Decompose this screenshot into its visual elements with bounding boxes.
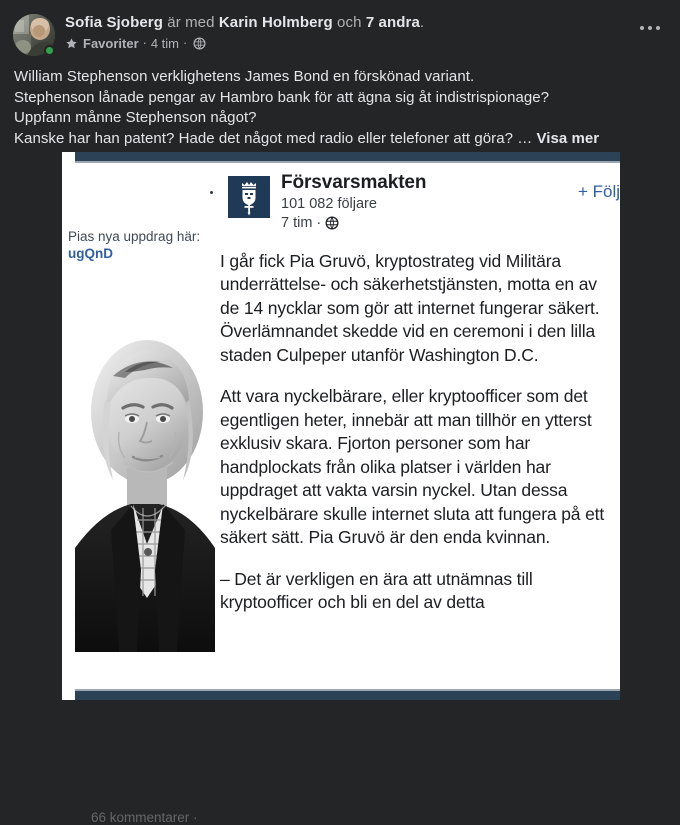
inner-paragraph-3: – Det är verkligen en ära att utnämnas till kryptoofficer och bli en del av detta bbox=[220, 568, 533, 613]
inner-paragraph-2: Att vara nyckelbärare, eller kryptoofficer som det egentligen heter, innebär att man tillhör en ytterst exklusiv skara. Fjorton personer som har handplockats från olika platser i världen har uppdraget att vakta varsin nyckel. Utan dessa nyckelbärare skulle internet sluta att fungera på ett säkert sätt. Pia Gruvö är den enda kvinnan. bbox=[220, 386, 605, 548]
more-dot-1 bbox=[640, 26, 644, 30]
author-name[interactable]: Sofia Sjoberg bbox=[65, 14, 163, 31]
portrait-photo-graphic bbox=[75, 280, 215, 652]
globe-icon[interactable] bbox=[325, 216, 339, 230]
see-more-link[interactable]: Visa mer bbox=[536, 129, 600, 147]
inner-post-meta bbox=[281, 215, 426, 232]
post-header-text bbox=[65, 13, 424, 52]
inner-shared-post bbox=[210, 172, 620, 615]
screenshot-top-navy-bar bbox=[75, 152, 620, 161]
post-meta-row bbox=[65, 36, 424, 52]
inner-paragraph-1: I går fick Pia Gruvö, kryptostrateg vid Militära underrättelse- och säkerhetstjänsten, motta en av de 14 nycklar som gör att internet fungerar säkert. Överlämnandet skedde vid en ceremoni i den lilla staden Culpeper utanför Washington D.C. bbox=[220, 250, 600, 365]
inner-post-header bbox=[210, 172, 620, 232]
post-body bbox=[0, 62, 680, 149]
with-label: är med bbox=[167, 14, 215, 31]
avatar-wrapper[interactable] bbox=[13, 14, 55, 56]
follow-button[interactable]: + Följ bbox=[577, 182, 620, 201]
more-dot-2 bbox=[648, 26, 652, 30]
globe-icon[interactable] bbox=[193, 37, 206, 50]
meta-separator-2: · bbox=[182, 36, 188, 51]
partial-text-line: Pias nya uppdrag här: bbox=[68, 229, 201, 244]
page-name[interactable]: Försvarsmakten bbox=[281, 172, 427, 193]
post-body-line-2: Stephenson lånade pengar av Hambro bank för att ägna sig åt indistrispionage? bbox=[14, 88, 550, 106]
bullet-dot bbox=[210, 191, 213, 194]
post-header bbox=[0, 0, 680, 62]
post-body-line-1: William Stephenson verklighetens James Bond en förskönad variant. bbox=[14, 68, 475, 85]
partial-cropped-text bbox=[68, 228, 200, 262]
inner-post-timestamp[interactable]: 7 tim bbox=[281, 214, 313, 231]
meta-separator-1: · bbox=[142, 36, 147, 51]
page-follower-count: 101 082 följare bbox=[281, 196, 377, 213]
post-byline bbox=[65, 14, 424, 33]
inner-post-header-text bbox=[281, 172, 426, 232]
forsvarsmakten-emblem-icon bbox=[228, 176, 270, 218]
other-tagged-count[interactable]: 7 andra bbox=[365, 14, 420, 31]
attached-screenshot-image[interactable] bbox=[62, 152, 620, 825]
post-body-line-4: Kanske har han patent? Hade det något med radio eller telefoner att göra? … bbox=[14, 129, 533, 147]
screenshot-bottom-navy-bar bbox=[75, 691, 620, 700]
and-label: och bbox=[337, 14, 362, 31]
online-status-indicator bbox=[44, 45, 55, 56]
favorites-label[interactable]: Favoriter bbox=[83, 35, 139, 51]
more-dot-3 bbox=[656, 26, 660, 30]
inner-meta-separator: · bbox=[316, 214, 322, 231]
partial-link-fragment[interactable]: ugQnD bbox=[68, 246, 113, 261]
post-body-line-4-wrap bbox=[14, 129, 666, 150]
more-options-button[interactable] bbox=[640, 26, 660, 30]
star-icon bbox=[65, 37, 78, 50]
post-body-line-3: Uppfann månne Stephenson något? bbox=[14, 109, 257, 126]
byline-period: . bbox=[419, 14, 425, 31]
comments-count[interactable]: 66 kommentarer · bbox=[91, 810, 198, 825]
inner-post-body bbox=[210, 250, 620, 615]
post-timestamp[interactable]: 4 tim bbox=[150, 35, 179, 51]
tagged-person-name[interactable]: Karin Holmberg bbox=[218, 14, 333, 31]
portrait-photo bbox=[75, 280, 215, 652]
page-logo[interactable] bbox=[228, 176, 270, 218]
